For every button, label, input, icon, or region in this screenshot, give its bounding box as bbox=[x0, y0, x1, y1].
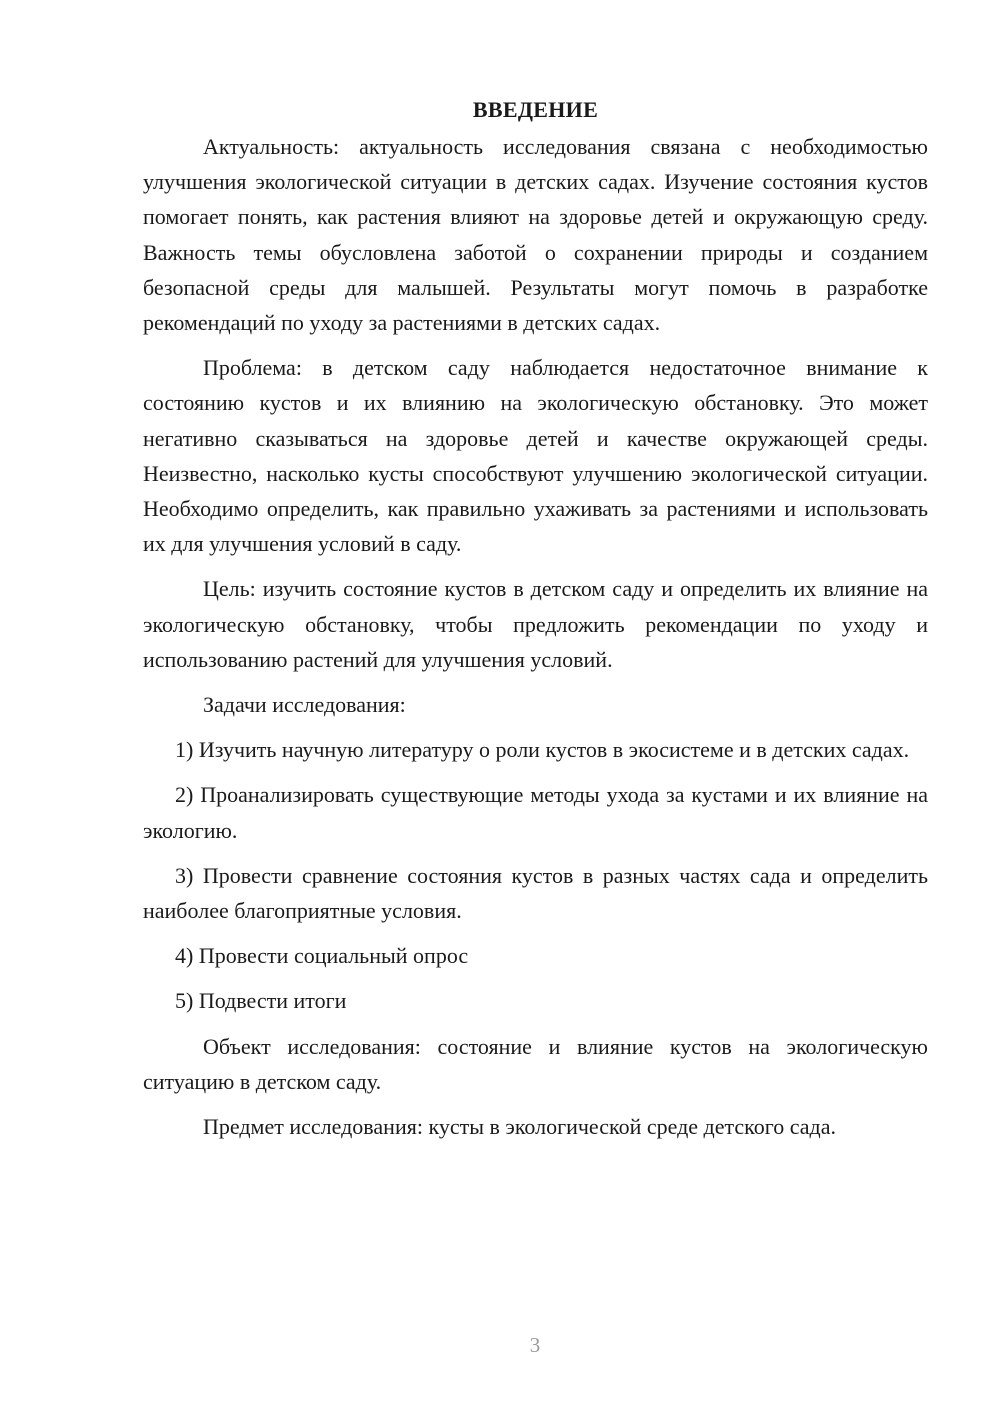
task-item-2: 2) Проанализировать существующие методы ухода за кустами и их влияние на экологию. bbox=[143, 782, 928, 843]
page-number: 3 bbox=[529, 1333, 541, 1357]
task-item-4: 4) Провести социальный опрос bbox=[175, 943, 469, 969]
task-item-1: 1) Изучить научную литературу о роли кустов в экосистеме и в детских садах. bbox=[175, 737, 910, 763]
document-page bbox=[143, 92, 928, 1154]
paragraph-object: Объект исследования: состояние и влияние кустов на экологическую ситуацию в детском саду. bbox=[143, 1033, 928, 1094]
section-title: ВВЕДЕНИЕ bbox=[472, 97, 599, 122]
paragraph-subject: Предмет исследования: кусты в экологической среде детского сада. bbox=[203, 1114, 836, 1140]
task-item-5: 5) Подвести итоги bbox=[175, 988, 347, 1014]
task-item-3: 3) Провести сравнение состояния кустов в разных частях сада и определить наиболее благоприятные условия. bbox=[143, 862, 928, 924]
paragraph-problem: Проблема: в детском саду наблюдается недостаточное внимание к состоянию кустов и их влиянию на экологическую обстановку. Это может негативно сказываться на здоровье детей и качестве окружающей среды. Неизвестно, насколько кусты способствуют улучшению экологической ситуации. Необходимо определить, как правильно ухаживать за растениями и использовать их для улучшения условий в саду. bbox=[143, 355, 928, 557]
paragraph-goal: Цель: изучить состояние кустов в детском саду и определить их влияние на экологическую обстановку, чтобы предложить рекомендации по уходу и использованию растений для улучшения условий. bbox=[143, 576, 928, 672]
paragraph-tasks-heading: Задачи исследования: bbox=[203, 692, 406, 718]
paragraph-relevance: Актуальность: актуальность исследования связана с необходимостью улучшения экологической ситуации в детских садах. Изучение состояния кустов помогает понять, как растения влияют на здоровье детей и окружающую среду. Важность темы обусловлена заботой о сохранении природы и созданием безопасной среды для малышей. Результаты могут помочь в разработке рекомендаций по уходу за растениями в детских садах. bbox=[143, 134, 928, 336]
